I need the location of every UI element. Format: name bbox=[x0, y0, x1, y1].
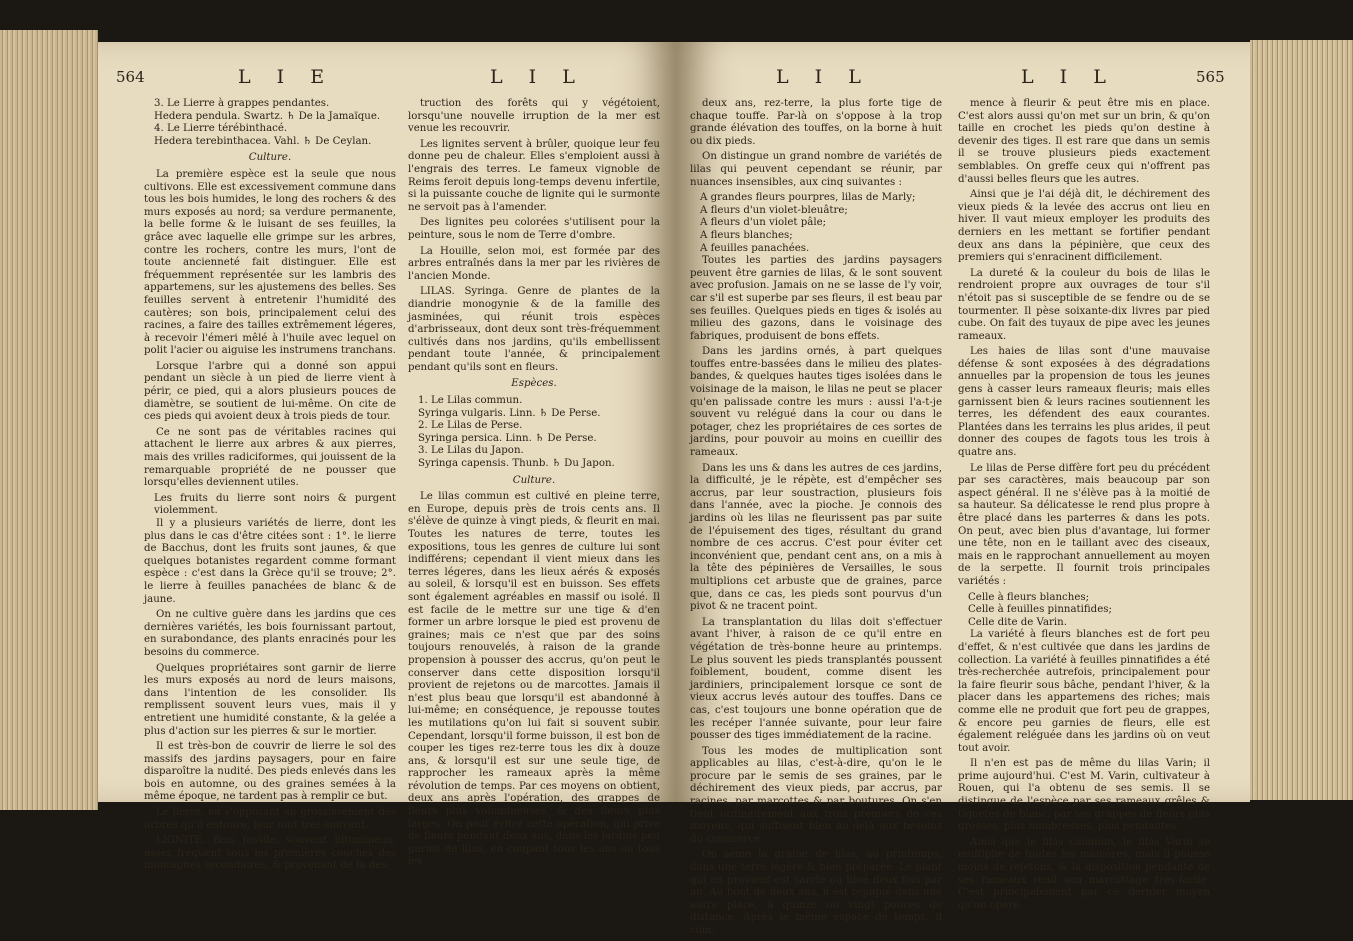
paragraph: Le lierre, en s'opposant au grossissement des arbres qu'il entoure, leur nuit très-souvent. bbox=[144, 807, 396, 831]
paragraph: La première espèce est la seule que nous cultivons. Elle est excessivement commune dans tous les bois humides, le long des rochers & des murs exposés au nord; sa verdure permanente, la belle forme & le luisant de ses feuilles, la grâce avec laquelle elle grimpe sur les arbres, contre les rochers, contre les murs, l'ont de toute ancienneté fait distinguer. Elle est fréquemment représentée sur les lambris des appartemens, sur les ajustemens des belles. Ses feuilles servent à entretenir l'humidité des cautères; son bois, principalement celui des racines, a faire des tailles extrêmement légeres, à recevoir l'émeri mêlé à l'huile avec lequel on polit l'acier ou aiguise les instrumens tranchans. bbox=[144, 168, 396, 357]
paragraph: Quelques propriétaires sont garnir de lierre les murs exposés au nord de leurs maisons, dans l'intention de les consolider. Ils remplissent souvent leurs vues, mais il y entretient une humidité constante, & la gelée a plus d'action sur les pierres & sur le mortier. bbox=[144, 662, 396, 737]
page-edges-left bbox=[0, 30, 98, 810]
paragraph: Celle dite de Varin. bbox=[968, 616, 1067, 628]
paragraph: Dans les uns & dans les autres de ces jardins, la difficulté, je le répète, est d'empêcher ses accrus, par leur soustraction, plusieurs fois dans l'année, avec la pioche. Je connois des jardins où les lilas ne fleurissent pas par suite de l'épuisement des tiges, résultant du grand nombre de ces accrus. C'est pour éviter cet inconvénient que, pendant cent ans, on a mis à la tête des pépinières de Versailles, le sous multiplions cet arbuste que de graines, parce que, dans ce cas, les pieds sont pourvus d'un pivot & ne tracent point. bbox=[690, 462, 942, 613]
paragraph: Les fruits du lierre sont noirs & purgent violemment. bbox=[154, 492, 396, 517]
paragraph: LIGNITE. Bois fossile, souvent bitumineux, assez fréquent sous les premières couches des montagnes secondaires, & provenant de la des- bbox=[144, 835, 396, 872]
left-head-word-1: L I E bbox=[238, 66, 335, 88]
paragraph: LILAS. Syringa. Genre de plantes de la diandrie monogynie & de la famille des jasminées, qui réunit trois espèces d'arbrisseaux, dont deux sont très-fréquemment cultivés dans nos jardins, qu'ils embellissent pendant toute l'année, & principalement pendant qu'ils sont en fleurs. bbox=[408, 286, 660, 373]
paragraph: Les lignites servent à brûler, quoique leur feu donne peu de chaleur. Elles s'emploient aussi à l'engrais des terres. Le fameux vignoble de Reims feroit depuis long-temps devenu infertile, si la puissante couche de lignite qui le surmonte ne servoit pas à l'amender. bbox=[408, 138, 660, 213]
paragraph: Il y a plusieurs variétés de lierre, dont les plus dans le cas d'être citées sont : 1°. le lierre de Bacchus, dont les fruits sont jaunes, & que quelques botanistes regardent comme formant espèce : c'est dans la Grèce qu'il se trouve; 2°. le lierre à feuilles panachées de blanc & de jaune. bbox=[144, 518, 396, 605]
paragraph: Toutes les parties des jardins paysagers peuvent être garnies de lilas, & le sont souvent avec profusion. Jamais on ne se lasse de l'y voir, car s'il est superbe par ses fleurs, il est beau par ses feuilles. Quelques pieds en tiges & isolés au milieu des gazons, dans le voisinage des fabriques, produisent de bons effets. bbox=[690, 255, 942, 342]
paragraph: Syringa vulgaris. Linn. ♄ De Perse. bbox=[418, 407, 601, 419]
paragraph: A fleurs blanches; bbox=[700, 229, 793, 241]
paragraph: Syringa persica. Linn. ♄ De Perse. bbox=[418, 432, 597, 444]
paragraph: Des lignites peu colorées s'utilisent pour la peinture, sous le nom de Terre d'ombre. bbox=[408, 217, 660, 241]
left-head-word-2: L I L bbox=[490, 66, 585, 88]
paragraph: Il n'en est pas de même du lilas Varin; il prime aujourd'hui. C'est M. Varin, cultivateur à Rouen, qui l'a obtenu de ses semis. Il se distingue de l'espèce par ses rameaux grêles & tiquetés de blanc; par ses grappes de fleurs plus grosses, plus nombreuses, plus pendantes. bbox=[958, 758, 1210, 833]
paragraph: Le lilas commun est cultivé en pleine terre, en Europe, depuis près de trois cents ans. Il s'élève de quinze à vingt pieds, & fleurit en mai. Toutes les natures de terre, toutes les expositions, tous les genres de culture lui sont indifférens; cependant il vient mieux dans les terres légeres, dans les lieux aérés & exposés au soleil, & lorsqu'il est en buisson. Ses effets sont également agréables en massif ou isolé. Il est facile de le mettre sur une tige & d'en former un arbre lorsque le pied est provenu de graines; mais ce n'est que par des soins toujours renouvelés, à raison de la grande propension à pousser des accrus, qu'on peut le conserver dans cette disposition lorsqu'il provient de rejetons ou de marcottes. Jamais il n'est plus beau que lorsqu'il est abandonné à lui-même; en conséquence, je repousse toutes les mutilations qu'on lui fait si souvent subir. Cependant, lorsqu'il forme buisson, il est bon de couper les tiges rez-terre tous les dix à douze ans, & lorsqu'il est sur une seule tige, de rapprocher les rameaux après la même révolution de temps. Par ces moyens on obtient, deux ans après l'opération, des grappes de fleurs plus volumineuses, & des fleurs plus larges. On peut éviter cette opération, qui prive de fleurs pendant deux ans, dans les jardins peu garnis de lilas, en coupant tous les ans ou tous les bbox=[408, 491, 660, 868]
paragraph: Les haies de lilas sont d'une mauvaise défense & sont exposées à des dégradations annuelles par la propension de tous les jeunes gens à casser leurs rameaux fleuris; mais elles garnissent bien & leurs racines soutiennent les terres, les défendent des eaux courantes. Plantées dans les terrains les plus arides, il peut donner des coupes de fagots tous les trois à quatre ans. bbox=[958, 346, 1210, 459]
paragraph: Celle à feuilles pinnatifides; bbox=[968, 604, 1112, 616]
paragraph: La dureté & la couleur du bois de lilas le rendroient propre aux ouvrages de tour s'il n'étoit pas si susceptible de se fendre ou de se tourmenter. Il pèse soixante-dix livres par pied cube. On fait des tuyaux de pipe avec les jeunes rameaux. bbox=[958, 267, 1210, 342]
paragraph: Hedera terebinthacea. Vahl. ♄ De Ceylan. bbox=[154, 135, 372, 147]
right-head-word-2: L I L bbox=[1021, 66, 1116, 88]
paragraph: 3. Le Lilas du Japon. bbox=[418, 445, 524, 457]
right-page-column-2 bbox=[958, 98, 1210, 915]
paragraph: truction des forêts qui y végétoient, lorsqu'une nouvelle irruption de la mer est venue les recouvrir. bbox=[408, 98, 660, 135]
right-page-number: 565 bbox=[1196, 68, 1225, 86]
left-page-number: 564 bbox=[116, 68, 145, 86]
paragraph: Le lilas de Perse diffère fort peu du précédent par ses caractères, mais beaucoup par son aspect général. Il ne s'élève pas à la moitié de sa hauteur. Sa délicatesse le rend plus propre à être placé dans les parterres & dans les pots. On peut, avec bien plus d'avantage, lui former une tête, non en le taillant avec des ciseaux, mais en le rapprochant annuellement au moyen de la serpette. Il fournit trois principales variétés : bbox=[958, 462, 1210, 587]
paragraph: A feuilles panachées. bbox=[700, 242, 810, 254]
paragraph: Espèces. bbox=[511, 378, 557, 390]
right-running-head bbox=[676, 66, 1250, 88]
paragraph: deux ans, rez-terre, la plus forte tige de chaque touffe. Par-là on s'oppose à la trop grande élévation des touffes, on la borne à huit ou dix pieds. bbox=[690, 98, 942, 147]
left-page-column-1 bbox=[144, 98, 396, 876]
left-running-head bbox=[98, 66, 676, 88]
paragraph: Hedera pendula. Swartz. ♄ De la Jamaïque. bbox=[154, 110, 381, 122]
paragraph: Culture. bbox=[512, 474, 556, 486]
paragraph: Tous les modes de multiplication sont applicables au lilas, c'est-à-dire, qu'on le le procure par le semis de ses graines, par le déchirement des vieux pieds, par accrus, par racines, par marcottes & par boutures. On s'en tient ordinairement aux trois premiers de ces moyens, qui suffisent bien au-delà aux besoins du commerce. bbox=[690, 745, 942, 845]
left-page bbox=[98, 42, 676, 872]
paragraph: 2. Le Lilas de Perse. bbox=[418, 420, 523, 432]
paragraph: La variété à fleurs blanches est de fort peu d'effet, & n'est cultivée que dans les jardins de collection. La variété à feuilles pinnatifides a été très-recherchée autrefois, principalement pour la faire fleurir sous bâche, pendant l'hiver, & la placer dans les appartemens des riches; mais comme elle ne produit que fort peu de grappes, & encore peu garnies de fleurs, elle est également reléguée dans les jardins où on veut tout avoir. bbox=[958, 629, 1210, 754]
paragraph: Ce ne sont pas de véritables racines qui attachent le lierre aux arbres & aux pierres, mais des vrilles radiciformes, qui jouissent de la remarquable propriété de ne pousser que lorsqu'elles deviennent utiles. bbox=[144, 426, 396, 489]
paragraph: La transplantation du lilas doit s'effectuer avant l'hiver, à raison de ce qu'il entre en végétation de très-bonne heure au printemps. Le plus souvent les pieds transplantés poussent foiblement, boudent, comme disent les jardiniers, principalement lorsque ce sont de vieux accrus levés autour des touffes. Dans ce cas, c'est toujours une bonne opération que de les recéper l'année suivante, pour leur faire pousser des tiges immédiatement de la racine. bbox=[690, 616, 942, 742]
right-page-column-1 bbox=[690, 98, 942, 941]
page-edges-right bbox=[1250, 40, 1353, 800]
paragraph: On distingue un grand nombre de variétés de lilas qui peuvent cependant se réunir, par nuances insensibles, aux cinq suivantes : bbox=[690, 151, 942, 188]
paragraph: La Houille, selon moi, est formée par des arbres entraînés dans la mer par les rivières de l'ancien Monde. bbox=[408, 245, 660, 282]
paragraph: 1. Le Lilas commun. bbox=[418, 395, 523, 407]
paragraph: On seme la graine de lilas, au printemps, dans une terre légère & bien préparée. Le plant qui en provient est sarclé ou biné deux fois par an. Au bout de deux ans, il est repiqué dans une autre place, à quinze ou vingt pouces de distance. Après le même espace de temps, il com- bbox=[690, 849, 942, 936]
left-page-column-2 bbox=[408, 98, 660, 872]
paragraph: A grandes fleurs pourpres, lilas de Marly; bbox=[700, 192, 916, 204]
paragraph: Syringa capensis. Thunb. ♄ Du Japon. bbox=[418, 458, 615, 470]
paragraph: A fleurs d'un violet pâle; bbox=[700, 217, 827, 229]
paragraph: Dans les jardins ornés, à part quelques touffes entre-bassées dans le milieu des plates-bandes, & quelques hautes tiges isolées dans le voisinage de la maison, le lilas ne peut se placer qu'en palissade contre les murs : aussi l'a-t-je souvent vu relégué dans la cour ou dans le potager, chez les propriétaires de ces sortes de jardins, pour pouvoir au moins en cueillir des rameaux. bbox=[690, 346, 942, 459]
paragraph: On ne cultive guère dans les jardins que ces dernières variétés, les bois fournissant partout, en surabondance, des plants enracinés pour les besoins du commerce. bbox=[144, 609, 396, 658]
paragraph: A fleurs d'un violet-bleuâtre; bbox=[700, 204, 848, 216]
paragraph: Culture. bbox=[248, 152, 292, 164]
paragraph: Ainsi que le lilas commun, le lilas Varin se multiplie de toutes les manières, mais il pousse moins de rejetons, & la disposition pendante de ses rameaux rend son marcottage très-facile. C'est principalement par ce dernier moyen qu'on opère bbox=[958, 836, 1210, 911]
paragraph: Ainsi que je l'ai déjà dit, le déchirement des vieux pieds & la levée des accrus ont lieu en hiver. Il vaut mieux employer les produits des derniers en les mettant se fortifier pendant deux ans dans la pépinière, que ceux des premiers qui s'enracinent difficilement. bbox=[958, 189, 1210, 264]
paragraph: Il est très-bon de couvrir de lierre le sol des massifs des jardins paysagers, pour en faire disparoître la nudité. Des pieds enlevés dans les bois en automne, ou des graines semées à la même époque, ne tardent pas à remplir ce but. bbox=[144, 741, 396, 803]
paragraph: Celle à fleurs blanches; bbox=[968, 591, 1090, 603]
right-head-word-1: L I L bbox=[776, 66, 871, 88]
paragraph: mence à fleurir & peut être mis en place. C'est alors aussi qu'on met sur un brin, & qu'on taille en crochet les pieds qu'on destine à devenir des tiges. Il est rare que dans un semis il se trouve plusieurs pieds exactement semblables. On greffe ceux qui n'offrent pas d'aussi belles fleurs que les autres. bbox=[958, 98, 1210, 185]
paragraph: Lorsque l'arbre qui a donné son appui pendant un siècle à un pied de lierre vient à périr, ce pied, qui a alors plusieurs pouces de diamètre, se soutient de lui-même. On cite de ces pieds qui avoient deux à trois pieds de tour. bbox=[144, 360, 396, 423]
paragraph: 4. Le Lierre térébinthacé. bbox=[154, 123, 288, 135]
paragraph: 3. Le Lierre à grappes pendantes. bbox=[154, 98, 330, 109]
right-page bbox=[676, 42, 1250, 936]
